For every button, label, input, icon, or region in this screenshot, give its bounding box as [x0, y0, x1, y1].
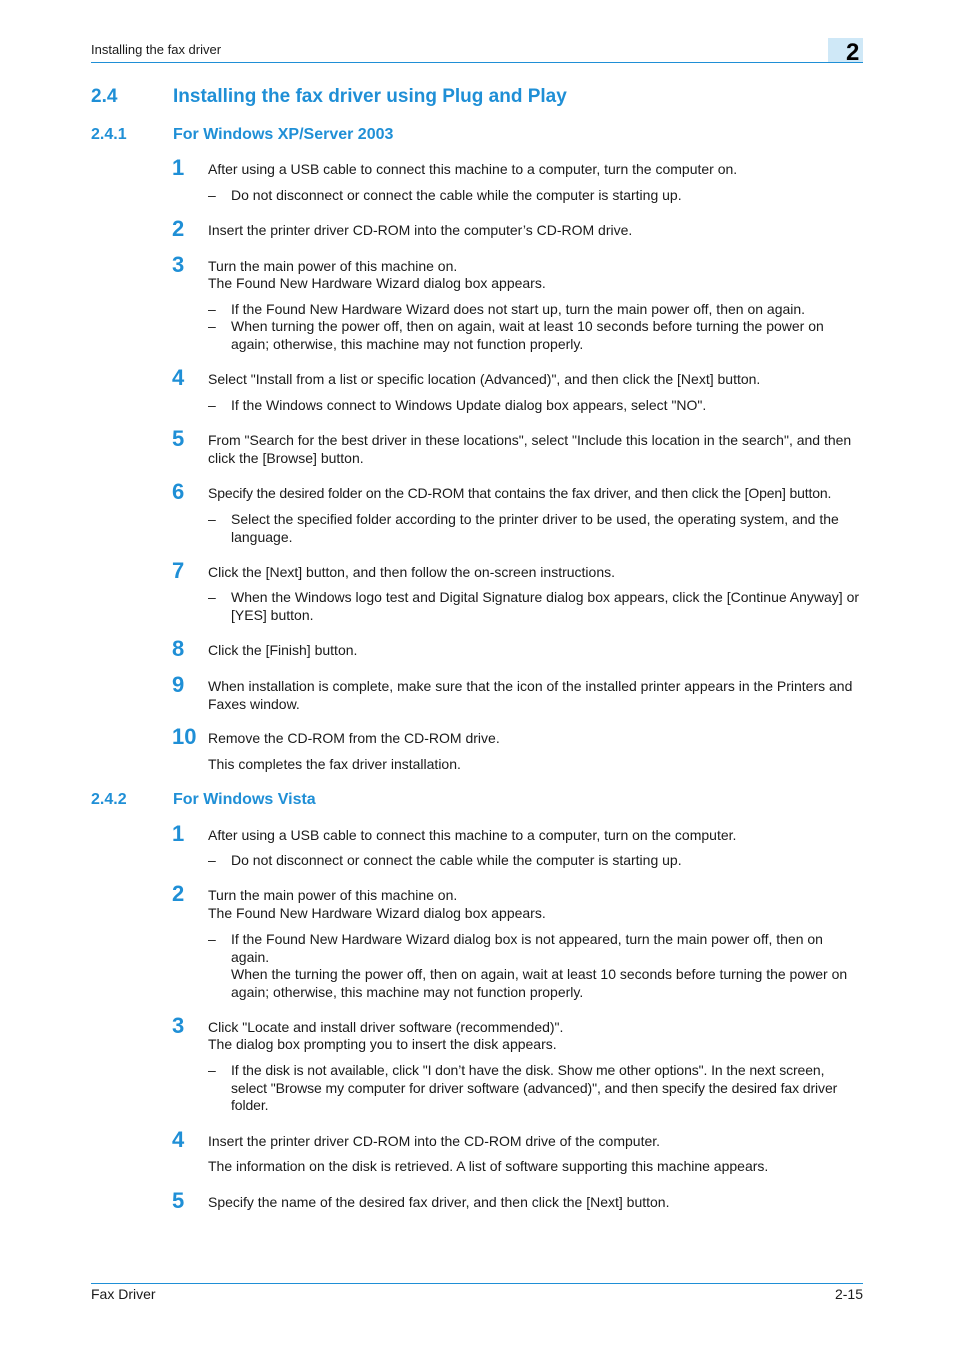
- step-number: 7: [172, 558, 185, 583]
- step-number: 3: [172, 1013, 185, 1038]
- bullet-text: If the Found New Hardware Wizard does not start up, turn the main power off, then on again.: [231, 301, 806, 317]
- step-text: Specify the desired folder on the CD-ROM that contains the fax driver, and then click the [Open] button.: [208, 485, 832, 501]
- step-bullet: [208, 511, 863, 546]
- step-bullet: [208, 318, 863, 353]
- step-text-2: The dialog box prompting you to insert the disk appears.: [208, 1036, 557, 1052]
- step-text: After using a USB cable to connect this machine to a computer, turn on the computer.: [208, 827, 737, 843]
- step-number: 2: [172, 216, 185, 241]
- footer-title: Fax Driver: [91, 1286, 156, 1302]
- running-header: Installing the fax driver: [91, 42, 222, 57]
- bullet-text: Do not disconnect or connect the cable while the computer is starting up.: [231, 187, 682, 203]
- step-number: 1: [172, 821, 185, 846]
- section-number: 2.4: [91, 86, 118, 107]
- bullet-text: Select the specified folder according to the printer driver to be used, the operating system, and the language.: [231, 511, 839, 545]
- step-number: 6: [172, 479, 185, 504]
- step-bullet: [208, 931, 863, 966]
- step-text: Insert the printer driver CD-ROM into the computer’s CD-ROM drive.: [208, 222, 633, 238]
- step-number: 9: [172, 672, 185, 697]
- step-number: 4: [172, 365, 185, 390]
- step-bullet: [208, 852, 863, 870]
- step-text: Click the [Next] button, and then follow the on-screen instructions.: [208, 564, 615, 580]
- bullet-dash: –: [208, 589, 216, 605]
- bullet-dash: –: [208, 187, 216, 203]
- step-text: After using a USB cable to connect this machine to a computer, turn the computer on.: [208, 161, 738, 177]
- bullet-continuation: When the turning the power off, then on again, wait at least 10 seconds before turning the power on again; otherwise, this machine may not function properly.: [231, 966, 848, 1000]
- subsection-title: For Windows XP/Server 2003: [173, 126, 394, 143]
- step-text-2: The Found New Hardware Wizard dialog box appears.: [208, 905, 546, 921]
- chapter-number: 2: [846, 39, 860, 66]
- step-bullet: [208, 187, 863, 205]
- step-text: Insert the printer driver CD-ROM into the CD-ROM drive of the computer.: [208, 1133, 661, 1149]
- bullet-dash: –: [208, 852, 216, 868]
- bullet-dash: –: [208, 511, 216, 527]
- subsection-title: For Windows Vista: [173, 791, 316, 808]
- bullet-dash: –: [208, 931, 216, 947]
- step-bullet: [208, 301, 863, 319]
- step-bullet: [208, 589, 863, 624]
- bullet-dash: –: [208, 397, 216, 413]
- step-text: Click the [Finish] button.: [208, 642, 358, 658]
- subsection-number: 2.4.2: [91, 791, 127, 808]
- step-number: 5: [172, 1188, 185, 1213]
- step-text: Select "Install from a list or specific location (Advanced)", and then click the [Next] button.: [208, 371, 761, 387]
- step-bullet: [208, 1062, 863, 1115]
- bullet-dash: –: [208, 318, 216, 334]
- step-number: 2: [172, 881, 185, 906]
- bullet-text: Do not disconnect or connect the cable while the computer is starting up.: [231, 852, 682, 868]
- bullet-text: If the disk is not available, click "I don’t have the disk. Show me other options". In the next screen, select "Browse my computer for driver software (advanced)", and then specify the desired fax driver folder.: [231, 1062, 838, 1113]
- bullet-text: When the Windows logo test and Digital Signature dialog box appears, click the [Continue Anyway] or [YES] button.: [231, 589, 860, 623]
- page-number: 2-15: [834, 1286, 863, 1302]
- step-number: 4: [172, 1127, 185, 1152]
- step-text: Turn the main power of this machine on.: [208, 258, 458, 274]
- bullet-text: When turning the power off, then on again, wait at least 10 seconds before turning the power on again; otherwise, this machine may not function properly.: [231, 318, 824, 352]
- step-number: 5: [172, 426, 185, 451]
- subsection-number: 2.4.1: [91, 126, 127, 143]
- step-number: 1: [172, 155, 185, 180]
- step-note: This completes the fax driver installation.: [208, 756, 461, 772]
- footer-rule: [91, 1283, 863, 1284]
- bullet-dash: –: [208, 301, 216, 317]
- step-text: When installation is complete, make sure that the icon of the installed printer appears in the Printers and Faxes window.: [208, 678, 853, 712]
- step-text: Specify the name of the desired fax driver, and then click the [Next] button.: [208, 1194, 670, 1210]
- step-text: Click "Locate and install driver software (recommended)".: [208, 1019, 564, 1035]
- bullet-text: If the Windows connect to Windows Update dialog box appears, select "NO".: [231, 397, 707, 413]
- section-title: Installing the fax driver using Plug and Play: [173, 86, 567, 107]
- header-rule: [91, 62, 863, 63]
- step-number: 8: [172, 636, 185, 661]
- step-bullet: [208, 397, 863, 415]
- step-number: 10: [172, 724, 197, 749]
- step-number: 3: [172, 252, 185, 277]
- step-text: From "Search for the best driver in these locations", select "Include this location in the search", and then click the [Browse] button.: [208, 432, 852, 466]
- bullet-dash: –: [208, 1062, 216, 1078]
- step-text: Remove the CD-ROM from the CD-ROM drive.: [208, 730, 500, 746]
- step-text-2: The Found New Hardware Wizard dialog box appears.: [208, 275, 546, 291]
- step-text: Turn the main power of this machine on.: [208, 887, 458, 903]
- step-note: The information on the disk is retrieved. A list of software supporting this machine appears.: [208, 1158, 769, 1174]
- bullet-text: If the Found New Hardware Wizard dialog box is not appeared, turn the main power off, then on again.: [231, 931, 823, 965]
